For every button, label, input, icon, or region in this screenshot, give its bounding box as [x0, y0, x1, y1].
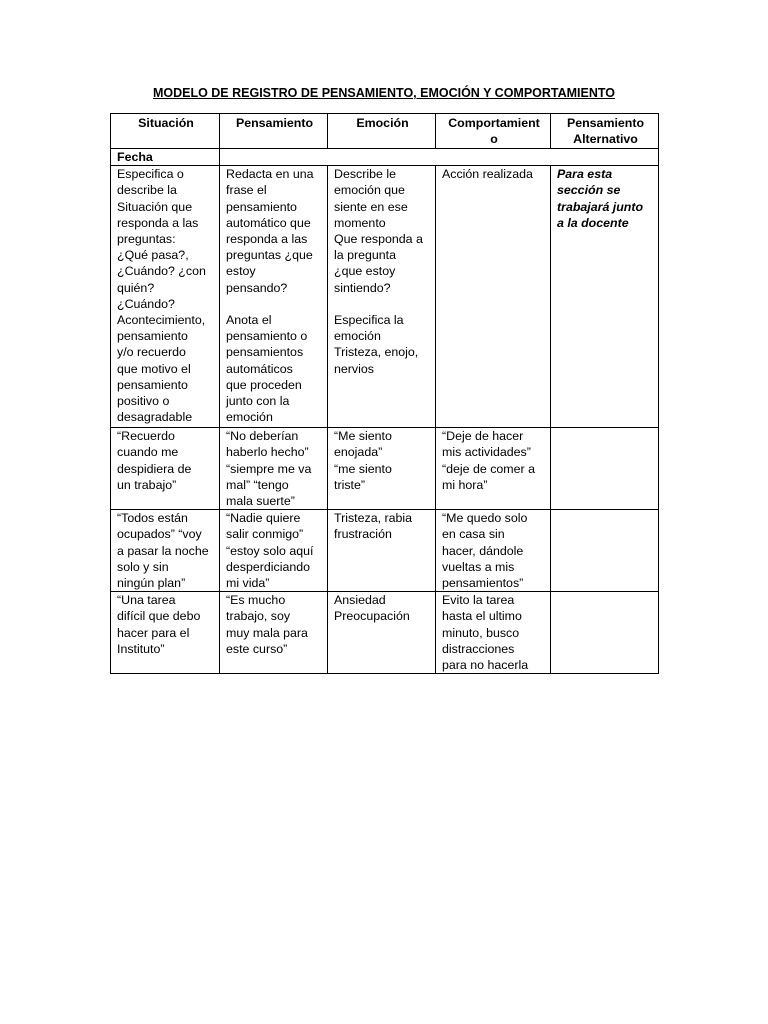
header-emocion: Emoción: [328, 114, 436, 149]
cell-emocion: Tristeza, rabia frustración: [328, 510, 436, 592]
cell-alternativo: [551, 428, 659, 510]
table-header-row: [111, 114, 659, 149]
header-pensamiento-alternativo: Pensamiento Alternativo: [551, 114, 659, 149]
cell-emocion: Ansiedad Preocupación: [328, 592, 436, 674]
instruction-emocion: Describe le emoción que siente en ese momento Que responda a la pregunta ¿que estoy sintiendo? Especifica la emoción Tristeza, enojo, nervios: [328, 166, 436, 428]
cell-comportamiento: “Me quedo solo en casa sin hacer, dándole vueltas a mis pensamientos”: [436, 510, 551, 592]
cell-alternativo: [551, 592, 659, 674]
cell-comportamiento: “Deje de hacer mis actividades” “deje de comer a mi hora”: [436, 428, 551, 510]
cell-emocion: “Me siento enojada” “me siento triste”: [328, 428, 436, 510]
cell-comportamiento: Evito la tarea hasta el ultimo minuto, busco distracciones para no hacerla: [436, 592, 551, 674]
header-pensamiento: Pensamiento: [220, 114, 328, 149]
table-row: [111, 428, 659, 510]
cell-pensamiento: “Es mucho trabajo, soy muy mala para este curso”: [220, 592, 328, 674]
instruction-comportamiento: Acción realizada: [436, 166, 551, 428]
cell-situacion: “Recuerdo cuando me despidiera de un trabajo”: [111, 428, 220, 510]
fecha-value-cell: [220, 149, 659, 166]
thought-record-table: [110, 113, 659, 674]
header-comportamiento: Comportamient o: [436, 114, 551, 149]
cell-situacion: “Todos están ocupados” “voy a pasar la noche solo y sin ningún plan”: [111, 510, 220, 592]
cell-situacion: “Una tarea difícil que debo hacer para el Instituto”: [111, 592, 220, 674]
cell-pensamiento: “Nadie quiere salir conmigo” “estoy solo aquí desperdiciando mi vida”: [220, 510, 328, 592]
table-row: [111, 592, 659, 674]
table-row: [111, 510, 659, 592]
header-situacion: Situación: [111, 114, 220, 149]
cell-pensamiento: “No deberían haberlo hecho” “siempre me va mal” “tengo mala suerte”: [220, 428, 328, 510]
instruction-row: [111, 166, 659, 428]
document-title: MODELO DE REGISTRO DE PENSAMIENTO, EMOCIÓN Y COMPORTAMIENTO: [152, 86, 616, 100]
instruction-pensamiento: Redacta en una frase el pensamiento automático que responda a las preguntas ¿que estoy pensando? Anota el pensamiento o pensamientos automáticos que proceden junto con la emoción: [220, 166, 328, 428]
instruction-situacion: Especifica o describe la Situación que responda a las preguntas: ¿Qué pasa?, ¿Cuándo? ¿con quién? ¿Cuándo? Acontecimiento, pensamiento y/o recuerdo que motivo el pensamiento positivo o desagradable: [111, 166, 220, 428]
fecha-label: Fecha: [111, 149, 220, 166]
instruction-alternativo: Para esta sección se trabajará junto a la docente: [551, 166, 659, 428]
fecha-row: [111, 149, 659, 166]
cell-alternativo: [551, 510, 659, 592]
